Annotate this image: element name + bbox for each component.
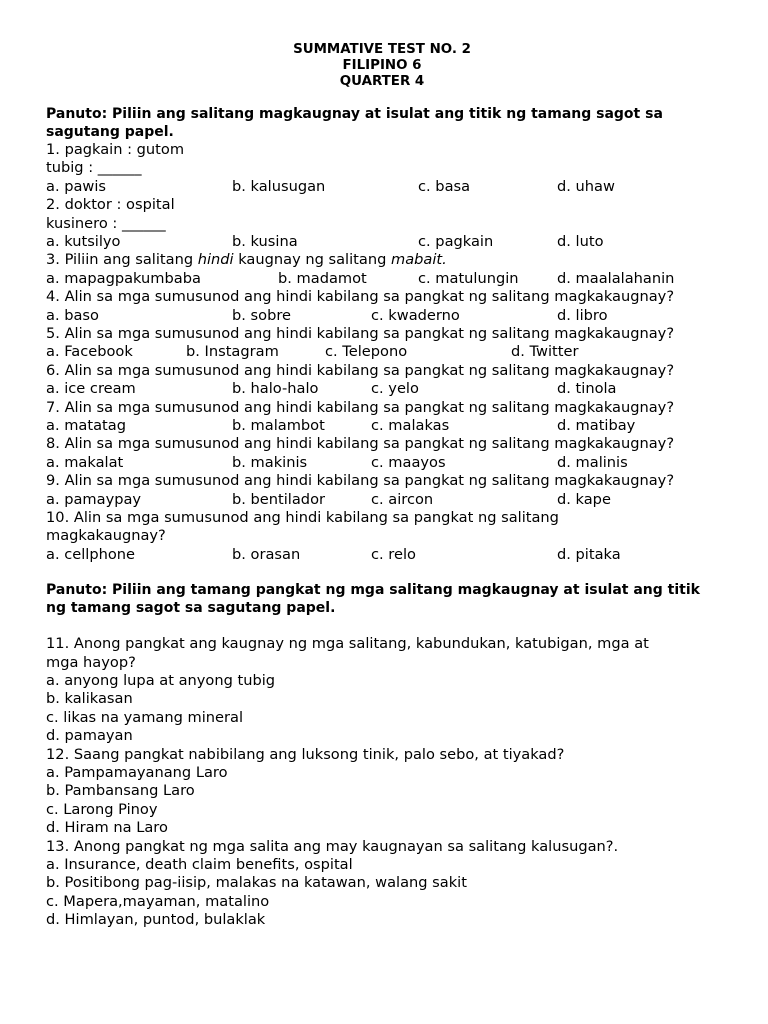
question-7-options [46,417,718,435]
option-a: a. pawis [46,177,107,195]
question-6-options [46,380,718,398]
option-d: d. Twitter [511,343,579,361]
question-10-cont: magkakaugnay? [46,527,166,545]
question-3 [46,251,718,269]
option-a: a. Insurance, death claim benefits, ospital [46,856,353,874]
option-d: d. Himlayan, puntod, bulaklak [46,911,266,929]
option-a: a. Pampamayanang Laro [46,764,228,782]
option-c: c. likas na yamang mineral [46,708,244,726]
question-11: 11. Anong pangkat ang kaugnay ng mga salitang, kabundukan, katubigan, mga at [46,635,649,653]
option-b: b. kalikasan [46,690,133,708]
option-a: a. makalat [46,453,124,471]
question-9-options [46,491,718,509]
option-a: a. mapagpakumbaba [46,269,201,287]
question-3-options [46,270,718,288]
option-c: c. maayos [371,453,446,471]
option-b: b. Instagram [186,343,279,361]
option-a: a. cellphone [46,545,136,563]
option-c: c. Mapera,mayaman, matalino [46,892,270,910]
option-d: d. malinis [557,453,628,471]
question-12: 12. Saang pangkat nabibilang ang luksong tinik, palo sebo, at tiyakad? [46,745,565,763]
option-a: a. anyong lupa at anyong tubig [46,672,276,689]
option-b: b. orasan [232,545,301,563]
question-1: 1. pagkain : gutom [46,141,185,158]
option-d: d. pitaka [557,545,621,563]
question-3-emphasis-mabait: mabait. [390,251,447,269]
option-d: d. kape [557,490,611,508]
option-d: d. libro [557,306,608,324]
option-c: c. kwaderno [371,306,460,324]
option-a: a. baso [46,306,99,324]
option-b: b. makinis [232,453,308,471]
option-b: b. Pambansang Laro [46,782,195,800]
option-d: d. maalalahanin [557,269,675,287]
question-5-options [46,343,718,361]
option-b: b. Positibong pag-iisip, malakas na katawan, walang sakit [46,874,467,892]
option-a: a. matatag [46,417,126,434]
option-d: d. luto [557,233,604,251]
question-7: 7. Alin sa mga sumusunod ang hindi kabilang sa pangkat ng salitang magkakaugnay? [46,398,675,416]
question-5: 5. Alin sa mga sumusunod ang hindi kabilang sa pangkat ng salitang magkakaugnay? [46,325,675,342]
subject-label: FILIPINO 6 [342,58,422,73]
option-b: b. halo-halo [232,380,319,398]
instruction-second: Panuto: Piliin ang tamang pangkat ng mga salitang magkaugnay at isulat ang titik ng tamang sagot sa sagutang papel. [46,582,700,616]
option-b: b. kalusugan [232,177,326,195]
question-1-options [46,178,718,196]
option-c: c. Larong Pinoy [46,800,158,818]
question-4: 4. Alin sa mga sumusunod ang hindi kabilang sa pangkat ng salitang magkakaugnay? [46,288,675,306]
question-6: 6. Alin sa mga sumusunod ang hindi kabilang sa pangkat ng salitang magkakaugnay? [46,361,675,379]
question-8: 8. Alin sa mga sumusunod ang hindi kabilang sa pangkat ng salitang magkakaugnay? [46,435,675,453]
option-d: d. uhaw [557,177,615,195]
option-b: b. madamot [278,269,367,287]
option-d: d. pamayan [46,727,133,745]
option-c: c. matulungin [418,269,519,287]
option-a: a. kutsilyo [46,233,121,251]
option-a: a. ice cream [46,380,136,398]
question-9: 9. Alin sa mga sumusunod ang hindi kabilang sa pangkat ng salitang magkakaugnay? [46,472,675,490]
question-2-options [46,233,718,251]
question-3-text-mid: kaugnay ng salitang [233,251,391,269]
question-2: 2. doktor : ospital [46,196,175,214]
option-c: c. malakas [371,417,450,434]
option-b: b. sobre [232,306,291,324]
question-2-prompt: kusinero : ______ [46,214,166,232]
instruction-first: Panuto: Piliin ang salitang magkaugnay at isulat ang titik ng tamang sagot sa sagutang papel. [46,106,663,140]
option-b: b. malambot [232,417,325,434]
option-d: d. matibay [557,417,636,434]
question-1-prompt: tubig : ______ [46,159,142,177]
option-d: d. Hiram na Laro [46,819,168,837]
option-c: c. basa [418,177,471,195]
option-c: c. pagkain [418,233,494,251]
option-c: c. relo [371,545,416,563]
option-d: d. tinola [557,380,617,398]
question-10-options [46,546,718,564]
option-b: b. kusina [232,233,298,251]
question-11-cont: mga hayop? [46,653,136,671]
question-10: 10. Alin sa mga sumusunod ang hindi kabilang sa pangkat ng salitang [46,508,559,526]
option-a: a. Facebook [46,343,133,361]
option-c: c. yelo [371,380,419,398]
question-3-emphasis-hindi: hindi [197,251,234,269]
page-title: SUMMATIVE TEST NO. 2 [293,42,471,57]
question-3-text: 3. Piliin ang salitang [46,251,198,269]
quarter-label: QUARTER 4 [339,74,425,89]
option-a: a. pamaypay [46,490,142,508]
option-c: c. Telepono [325,343,408,361]
question-8-options [46,454,718,472]
option-c: c. aircon [371,490,434,508]
question-13: 13. Anong pangkat ng mga salita ang may kaugnayan sa salitang kalusugan?. [46,837,619,855]
question-4-options [46,307,718,325]
option-b: b. bentilador [232,490,325,508]
